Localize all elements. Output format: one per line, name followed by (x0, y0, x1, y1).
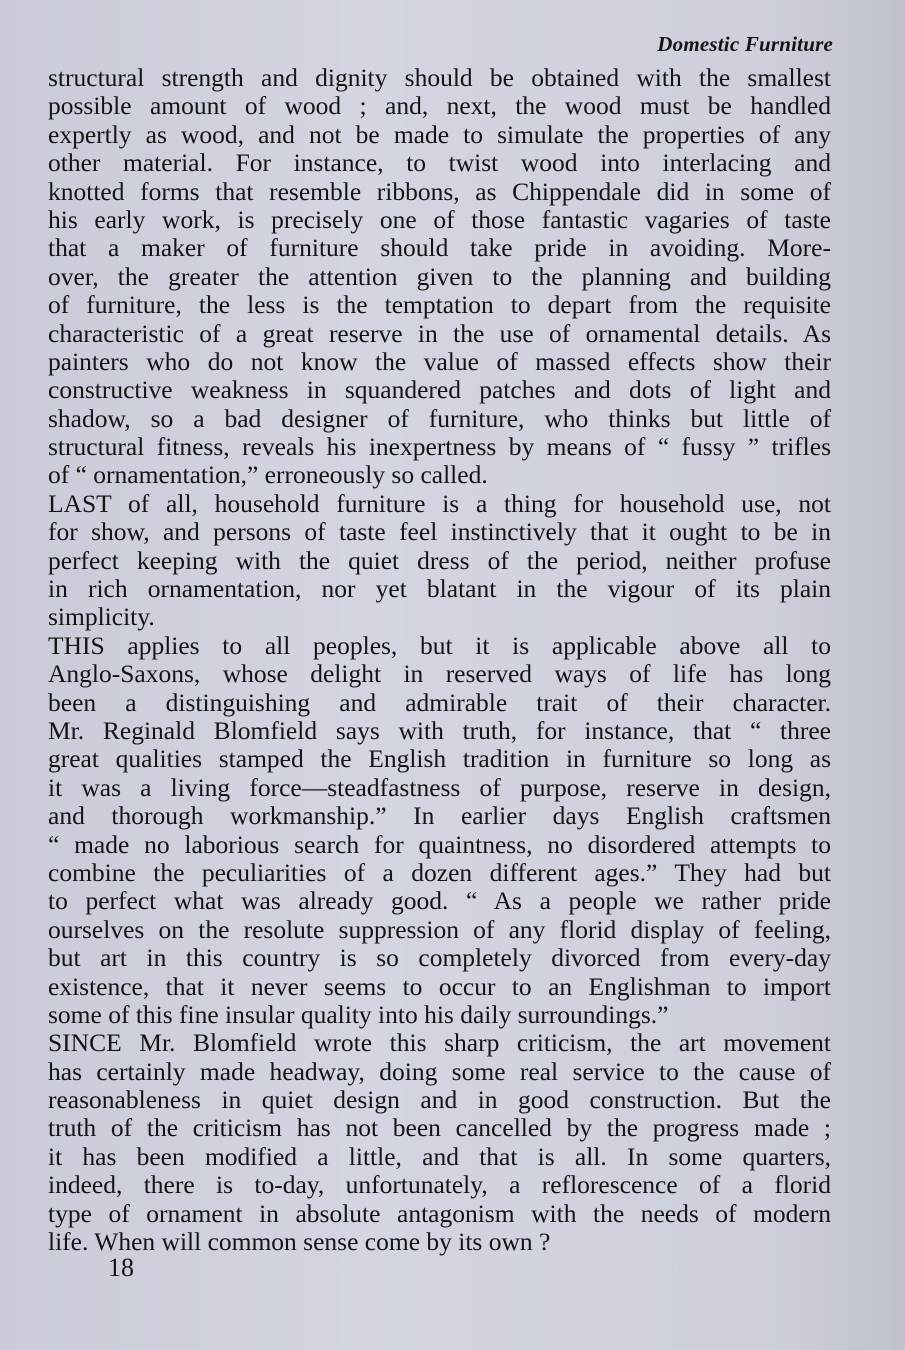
text-line: to perfect what was already good. “ As a people we rather pride (48, 887, 831, 916)
text-line: and thorough workmanship.” In earlier days English craftsmen (48, 802, 831, 831)
text-line: that a maker of furniture should take pride in avoiding. More- (48, 234, 831, 263)
text-line: has certainly made headway, doing some real service to the cause of (48, 1057, 831, 1086)
text-line: constructive weakness in squandered patches and dots of light and (48, 376, 831, 405)
text-line: for show, and persons of taste feel instinctively that it ought to be in (48, 518, 831, 547)
text-line: Anglo-Saxons, whose delight in reserved ways of life has long (48, 660, 831, 689)
text-line: existence, that it never seems to occur to an Englishman to import (48, 972, 831, 1001)
text-line: THIS applies to all peoples, but it is applicable above all to (48, 631, 831, 660)
text-line: other material. For instance, to twist wood into interlacing and (48, 149, 831, 178)
text-line: knotted forms that resemble ribbons, as Chippendale did in some of (48, 177, 831, 206)
text-line: great qualities stamped the English tradition in furniture so long as (48, 745, 831, 774)
text-line: ourselves on the resolute suppression of any florid display of feeling, (48, 915, 831, 944)
page-number: 18 (108, 1253, 134, 1282)
text-line: combine the peculiarities of a dozen different ages.” They had but (48, 858, 831, 887)
text-line: perfect keeping with the quiet dress of the period, neither profuse (48, 546, 831, 575)
paragraph (48, 64, 831, 490)
text-line: type of ornament in absolute antagonism with the needs of modern (48, 1199, 831, 1228)
text-line: shadow, so a bad designer of furniture, who thinks but little of (48, 404, 831, 433)
text-line: structural strength and dignity should be obtained with the smallest (48, 64, 831, 92)
text-line: LAST of all, household furniture is a thing for household use, not (48, 489, 831, 518)
text-line: of “ ornamentation,” erroneously so called. (48, 461, 488, 490)
text-line: some of this fine insular quality into his daily surroundings.” (48, 1000, 669, 1029)
running-head: Domestic Furniture (657, 32, 833, 56)
text-line: but art in this country is so completely divorced from every-day (48, 944, 831, 973)
paragraph (48, 1029, 831, 1256)
text-line: his early work, is precisely one of those fantastic vagaries of taste (48, 205, 831, 234)
text-line: in rich ornamentation, nor yet blatant in the vigour of its plain (48, 575, 831, 604)
text-line: over, the greater the attention given to the planning and building (48, 262, 831, 291)
text-line: it has been modified a little, and that is all. In some quarters, (48, 1142, 831, 1171)
text-line: structural fitness, reveals his inexpertness by means of “ fussy ” trifles (48, 433, 831, 462)
text-line: characteristic of a great reserve in the use of ornamental details. As (48, 319, 831, 348)
body-text (48, 64, 831, 1256)
text-line: of furniture, the less is the temptation to depart from the requisite (48, 291, 831, 320)
text-line: truth of the criticism has not been cancelled by the progress made ; (48, 1114, 831, 1143)
text-line: indeed, there is to-day, unfortunately, a reflorescence of a florid (48, 1171, 831, 1200)
text-line: simplicity. (48, 603, 155, 632)
text-line: reasonableness in quiet design and in good construction. But the (48, 1086, 831, 1115)
text-line: it was a living force—steadfastness of purpose, reserve in design, (48, 773, 831, 802)
text-line: life. When will common sense come by its own ? (48, 1228, 551, 1257)
paragraph (48, 490, 831, 632)
text-line: “ made no laborious search for quaintness, no disordered attempts to (48, 830, 831, 859)
text-line: expertly as wood, and not be made to simulate the properties of any (48, 120, 831, 149)
paragraph (48, 632, 831, 1029)
text-line: SINCE Mr. Blomfield wrote this sharp criticism, the art movement (48, 1029, 831, 1058)
text-line: been a distinguishing and admirable trait of their character. (48, 688, 831, 717)
text-line: possible amount of wood ; and, next, the wood must be handled (48, 92, 831, 121)
text-line: painters who do not know the value of massed effects show their (48, 347, 831, 376)
text-line: Mr. Reginald Blomfield says with truth, for instance, that “ three (48, 716, 831, 745)
